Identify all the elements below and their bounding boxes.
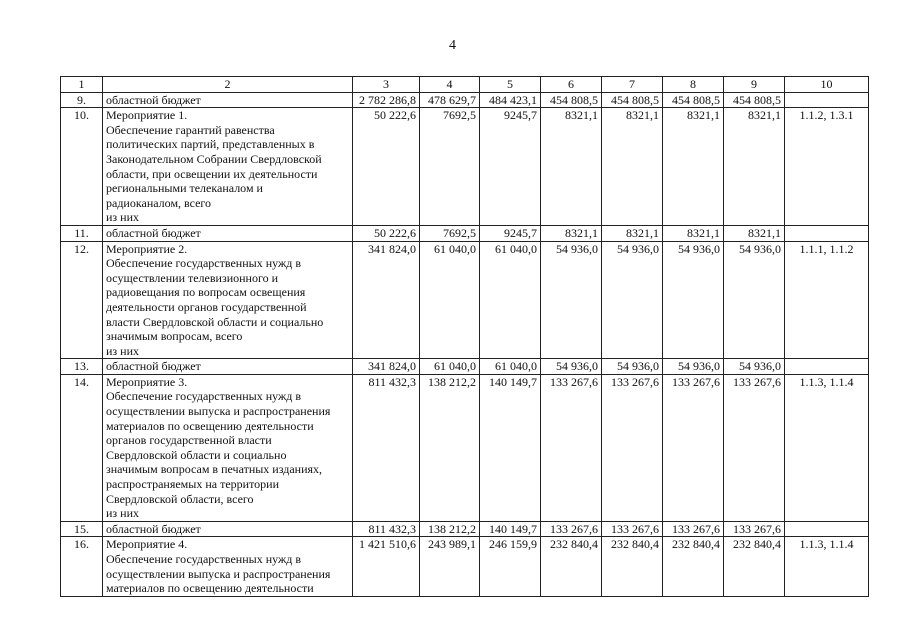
description-line: материалов по освещению деятельности (106, 581, 314, 596)
amount-cell: 54 936,0 (663, 241, 724, 359)
amount-cell: 478 629,7 (420, 92, 480, 108)
amount-cell: 8321,1 (663, 225, 724, 241)
description-line: из них (106, 210, 140, 225)
description-line: Свердловской области и социально (106, 447, 287, 462)
table-row (61, 521, 869, 537)
amount-cell: 50 222,6 (353, 108, 420, 226)
description-line: областной бюджет (106, 225, 201, 240)
column-header: 2 (103, 77, 353, 93)
description-line: областной бюджет (106, 521, 201, 536)
amount-cell: 54 936,0 (602, 241, 663, 359)
description-line: Мероприятие 4. (106, 537, 188, 552)
table-row (61, 374, 869, 521)
description-line: осуществлении телевизионного и (106, 270, 279, 285)
amount-cell: 7692,5 (420, 225, 480, 241)
column-header: 5 (480, 77, 541, 93)
description-line: областной бюджет (106, 92, 201, 107)
column-header: 10 (785, 77, 869, 93)
amount-cell: 133 267,6 (602, 374, 663, 521)
target-indicators-cell: 1.1.3, 1.1.4 (785, 374, 869, 521)
column-header: 1 (61, 77, 103, 93)
row-description (103, 374, 353, 521)
amount-cell: 54 936,0 (663, 359, 724, 375)
amount-cell: 341 824,0 (353, 241, 420, 359)
description-line: Мероприятие 2. (106, 241, 188, 256)
amount-cell: 138 212,2 (420, 374, 480, 521)
row-number: 13. (61, 359, 103, 375)
column-header: 3 (353, 77, 420, 93)
description-line: Мероприятие 3. (106, 374, 188, 389)
description-line: областной бюджет (106, 359, 201, 374)
amount-cell: 54 936,0 (724, 359, 785, 375)
description-line: осуществлении выпуска и распространения (106, 566, 331, 581)
row-description (103, 521, 353, 537)
description-line: распространяемых на территории (106, 477, 280, 492)
row-description (103, 241, 353, 359)
amount-cell: 61 040,0 (420, 241, 480, 359)
amount-cell: 8321,1 (724, 225, 785, 241)
description-line: осуществлении выпуска и распространения (106, 404, 331, 419)
description-line: Обеспечение государственных нужд в (106, 552, 302, 566)
amount-cell: 133 267,6 (724, 521, 785, 537)
description-line: радиоканалом, всего (106, 195, 212, 210)
amount-cell: 133 267,6 (541, 521, 602, 537)
amount-cell: 232 840,4 (724, 537, 785, 596)
amount-cell: 8321,1 (541, 225, 602, 241)
description-line: из них (106, 506, 140, 521)
amount-cell: 454 808,5 (663, 92, 724, 108)
amount-cell: 140 149,7 (480, 521, 541, 537)
amount-cell: 484 423,1 (480, 92, 541, 108)
row-number: 15. (61, 521, 103, 537)
amount-cell: 61 040,0 (420, 359, 480, 375)
row-description (103, 108, 353, 226)
description-line: органов государственной власти (106, 433, 272, 448)
amount-cell: 9245,7 (480, 225, 541, 241)
target-indicators-cell (785, 225, 869, 241)
page-number: 4 (449, 38, 456, 53)
amount-cell: 133 267,6 (724, 374, 785, 521)
description-line: Обеспечение гарантий равенства (106, 122, 275, 137)
column-header: 9 (724, 77, 785, 93)
amount-cell: 811 432,3 (353, 521, 420, 537)
table-row (61, 92, 869, 108)
description-line: значимым вопросам, всего (106, 329, 243, 344)
amount-cell: 454 808,5 (602, 92, 663, 108)
table-row (61, 225, 869, 241)
description-line: радиовещания по вопросам освещения (106, 285, 306, 300)
amount-cell: 61 040,0 (480, 241, 541, 359)
row-description (103, 92, 353, 108)
column-header: 7 (602, 77, 663, 93)
table-header-row (61, 77, 869, 93)
amount-cell: 454 808,5 (541, 92, 602, 108)
amount-cell: 61 040,0 (480, 359, 541, 375)
column-header: 8 (663, 77, 724, 93)
amount-cell: 8321,1 (541, 108, 602, 226)
row-number: 11. (61, 225, 103, 241)
amount-cell: 138 212,2 (420, 521, 480, 537)
target-indicators-cell: 1.1.1, 1.1.2 (785, 241, 869, 359)
description-line: Свердловской области, всего (106, 491, 254, 506)
description-line: Мероприятие 1. (106, 108, 188, 123)
amount-cell: 8321,1 (724, 108, 785, 226)
description-line: власти Свердловской области и социально (106, 314, 324, 329)
target-indicators-cell (785, 521, 869, 537)
amount-cell: 9245,7 (480, 108, 541, 226)
amount-cell: 246 159,9 (480, 537, 541, 596)
amount-cell: 8321,1 (602, 108, 663, 226)
description-line: из них (106, 343, 140, 358)
table-row (61, 108, 869, 226)
amount-cell: 1 421 510,6 (353, 537, 420, 596)
amount-cell: 54 936,0 (541, 359, 602, 375)
amount-cell: 811 432,3 (353, 374, 420, 521)
description-line: Законодательном Собрании Свердловской (106, 151, 322, 166)
row-description (103, 537, 353, 596)
description-line: политических партий, представленных в (106, 137, 315, 152)
budget-table (60, 76, 869, 597)
amount-cell: 232 840,4 (541, 537, 602, 596)
amount-cell: 2 782 286,8 (353, 92, 420, 108)
amount-cell: 341 824,0 (353, 359, 420, 375)
amount-cell: 133 267,6 (602, 521, 663, 537)
row-number: 9. (61, 92, 103, 108)
amount-cell: 133 267,6 (541, 374, 602, 521)
amount-cell: 133 267,6 (663, 521, 724, 537)
table-row (61, 241, 869, 359)
amount-cell: 8321,1 (602, 225, 663, 241)
row-number: 16. (61, 537, 103, 596)
amount-cell: 8321,1 (663, 108, 724, 226)
description-line: материалов по освещению деятельности (106, 418, 314, 433)
target-indicators-cell: 1.1.3, 1.1.4 (785, 537, 869, 596)
row-description (103, 359, 353, 375)
amount-cell: 454 808,5 (724, 92, 785, 108)
description-line: значимым вопросам в печатных изданиях, (106, 462, 323, 477)
table-row (61, 359, 869, 375)
amount-cell: 7692,5 (420, 108, 480, 226)
amount-cell: 232 840,4 (663, 537, 724, 596)
amount-cell: 54 936,0 (541, 241, 602, 359)
description-line: Обеспечение государственных нужд в (106, 256, 302, 271)
amount-cell: 140 149,7 (480, 374, 541, 521)
description-line: области, при освещении их деятельности (106, 166, 318, 181)
amount-cell: 243 989,1 (420, 537, 480, 596)
target-indicators-cell (785, 359, 869, 375)
description-line: региональными телеканалом и (106, 181, 263, 196)
amount-cell: 54 936,0 (602, 359, 663, 375)
amount-cell: 54 936,0 (724, 241, 785, 359)
row-number: 14. (61, 374, 103, 521)
row-number: 12. (61, 241, 103, 359)
amount-cell: 133 267,6 (663, 374, 724, 521)
table-row (61, 537, 869, 596)
description-line: Обеспечение государственных нужд в (106, 389, 302, 404)
target-indicators-cell (785, 92, 869, 108)
row-number: 10. (61, 108, 103, 226)
amount-cell: 50 222,6 (353, 225, 420, 241)
description-line: деятельности органов государственной (106, 299, 307, 314)
amount-cell: 232 840,4 (602, 537, 663, 596)
target-indicators-cell: 1.1.2, 1.3.1 (785, 108, 869, 226)
column-header: 6 (541, 77, 602, 93)
column-header: 4 (420, 77, 480, 93)
row-description (103, 225, 353, 241)
